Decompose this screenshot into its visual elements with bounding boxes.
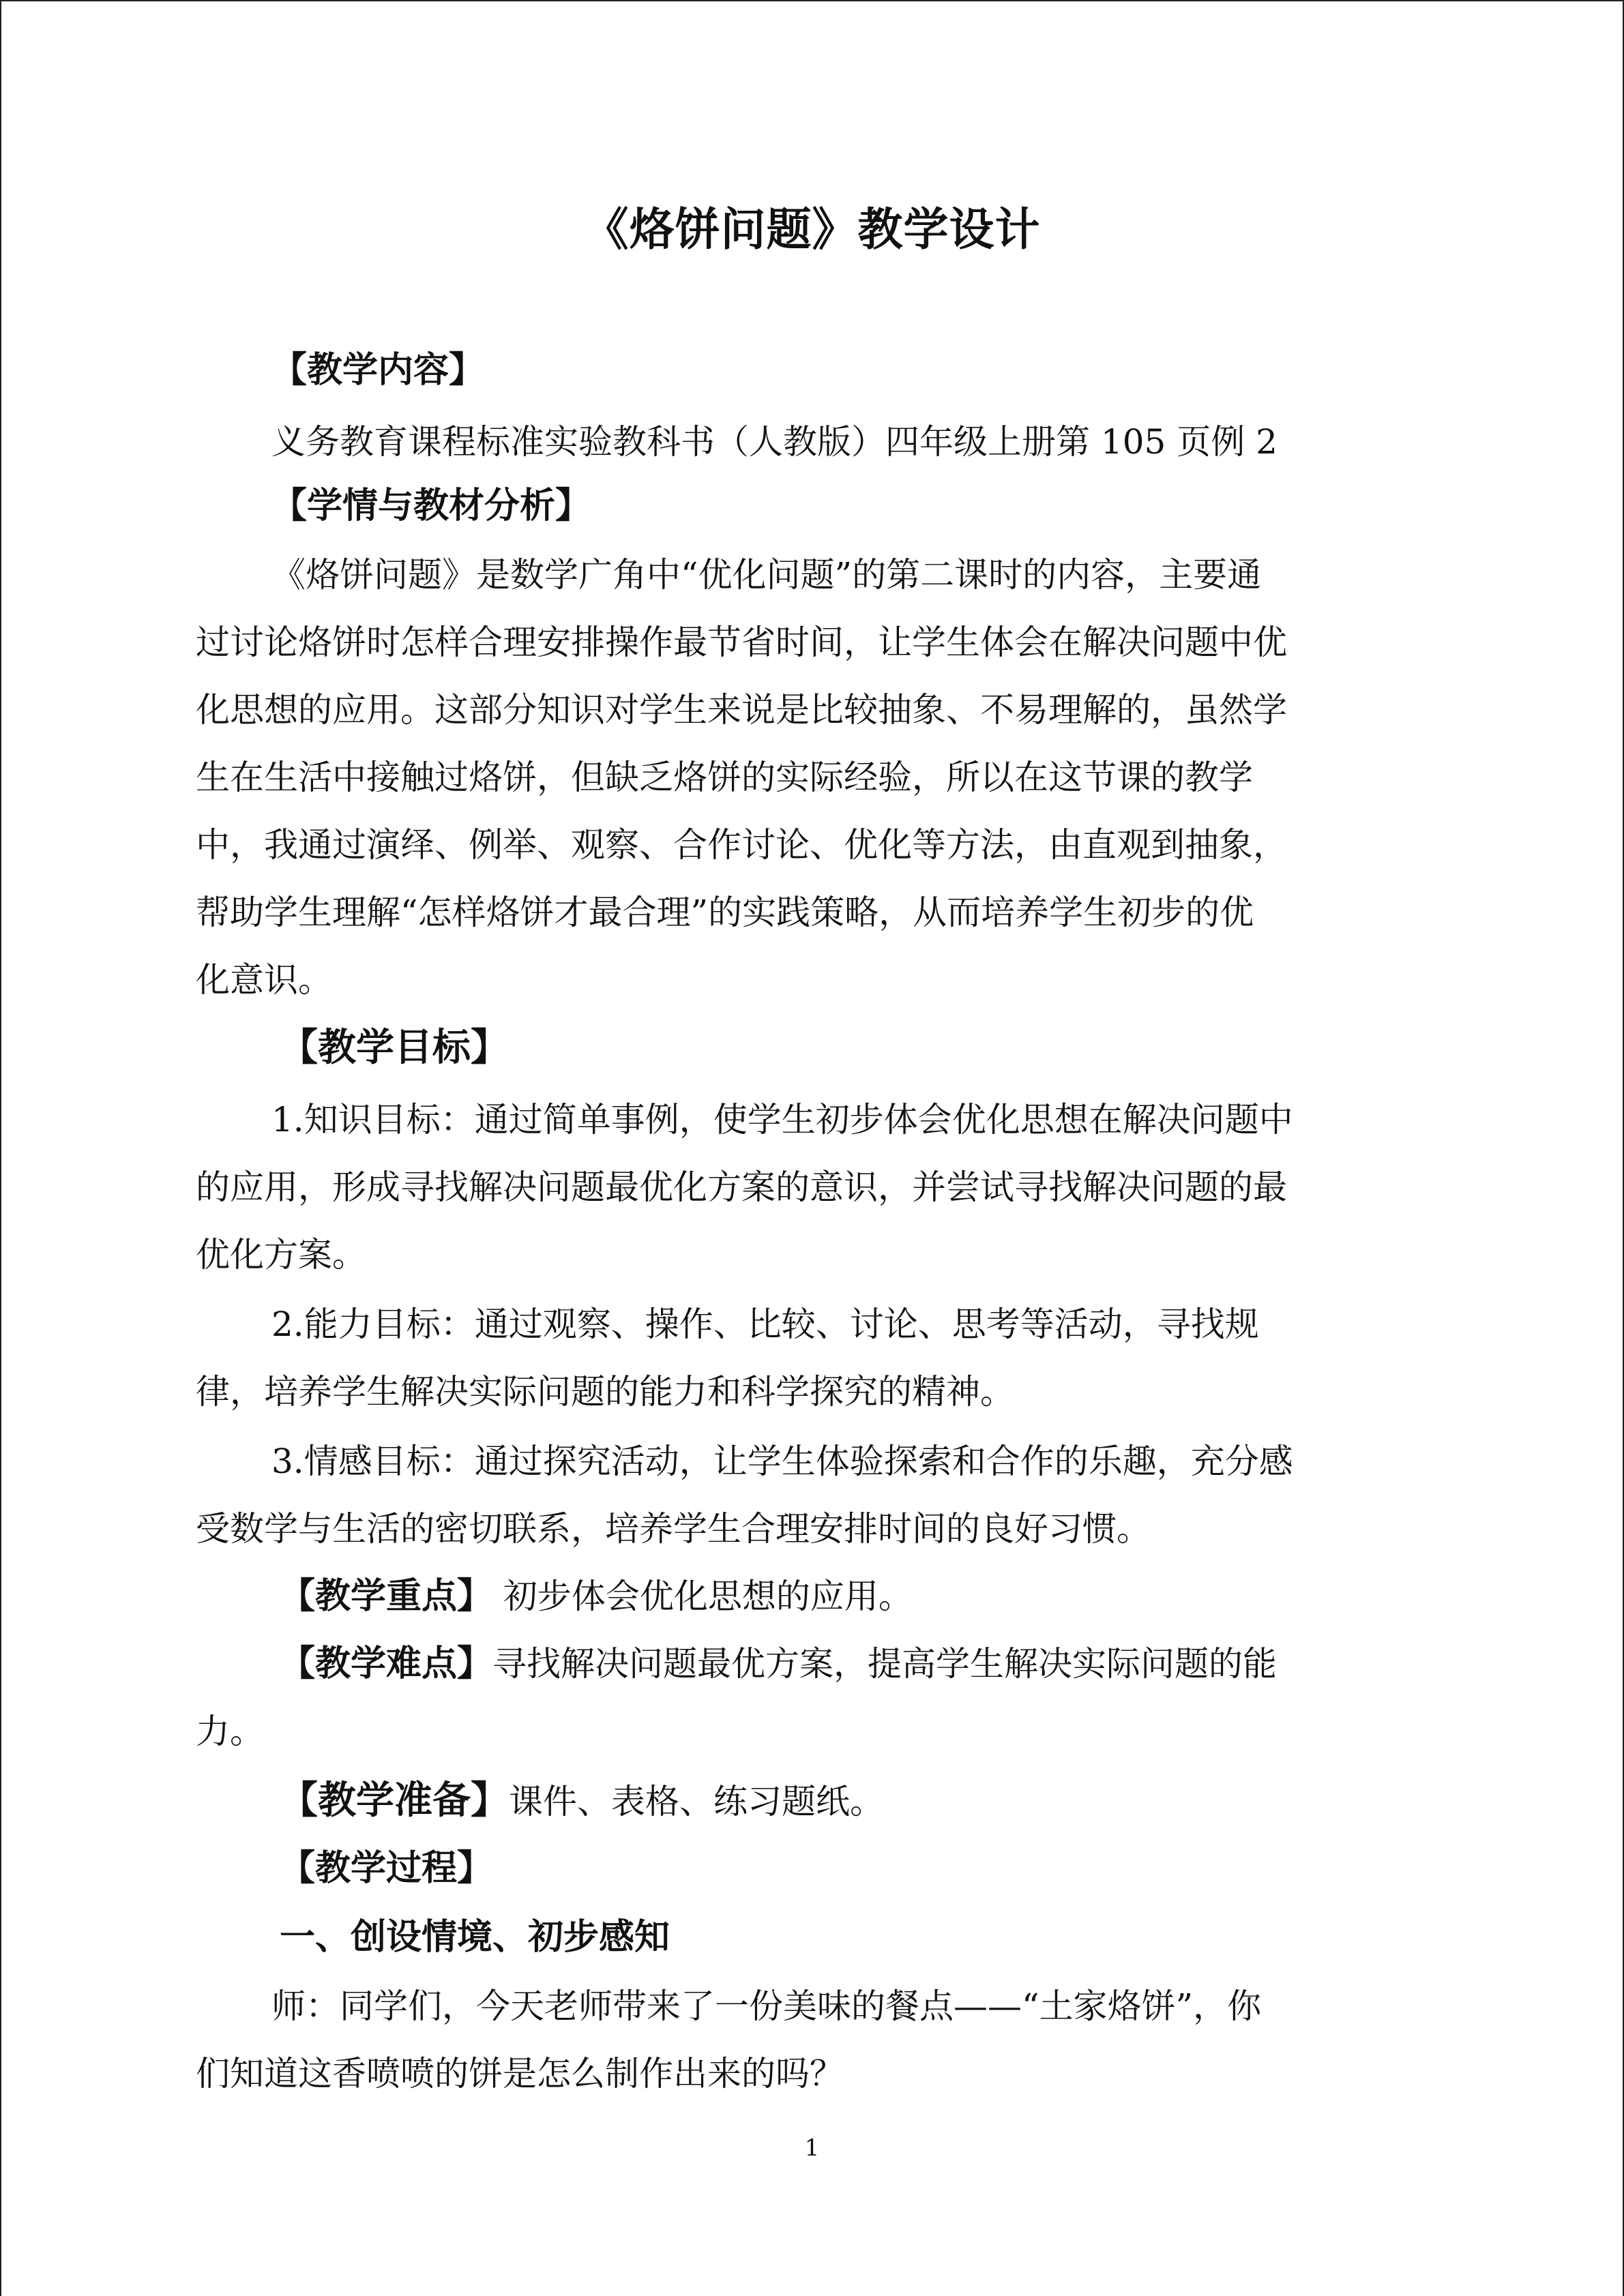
page-number: 1 bbox=[804, 2134, 820, 2162]
heading-goals: 【教学目标】 bbox=[280, 1026, 509, 1070]
difficulty-text: 寻找解决问题最优方案，提高学生解决实际问题的能 bbox=[492, 1644, 1278, 1684]
analysis-line: 《烙饼问题》是数学广角中“优化问题”的第二课时的内容，主要通 bbox=[271, 555, 1262, 595]
analysis-line: 化思想的应用。这部分知识对学生来说是比较抽象、不易理解的，虽然学 bbox=[196, 690, 1287, 730]
heading-analysis: 【学情与教材分析】 bbox=[271, 486, 591, 526]
goal-knowledge-line: 1.知识目标：通过简单事例，使学生初步体会优化思想在解决问题中 bbox=[271, 1100, 1293, 1139]
difficulty-row bbox=[280, 1640, 1507, 1688]
analysis-line: 中，我通过演绎、例举、观察、合作讨论、优化等方法，由直观到抽象， bbox=[196, 825, 1287, 865]
document-title: 《烙饼问题》教学设计 bbox=[583, 203, 1041, 256]
key-point-row bbox=[280, 1572, 1507, 1620]
difficulty-label: 【教学难点】 bbox=[280, 1643, 493, 1684]
difficulty-text-continued: 力。 bbox=[196, 1712, 264, 1751]
analysis-line: 帮助学生理解“怎样烙饼才最合理”的实践策略，从而培养学生初步的优 bbox=[196, 893, 1254, 932]
dialogue-line: 们知道这香喷喷的饼是怎么制作出来的吗？ bbox=[196, 2054, 844, 2093]
heading-process: 【教学过程】 bbox=[280, 1848, 493, 1889]
key-point-text: 初步体会优化思想的应用。 bbox=[492, 1577, 913, 1616]
key-point-label: 【教学重点】 bbox=[280, 1576, 493, 1617]
goal-emotion-line: 3.情感目标：通过探究活动，让学生体验探索和合作的乐趣，充分感 bbox=[271, 1442, 1293, 1481]
prep-text: 课件、表格、练习题纸。 bbox=[509, 1782, 884, 1821]
goal-ability-line: 律，培养学生解决实际问题的能力和科学探究的精神。 bbox=[196, 1372, 1014, 1412]
heading-teaching-content: 【教学内容】 bbox=[271, 350, 485, 391]
teaching-content-text: 义务教育课程标准实验教科书（人教版）四年级上册第 105 页例 2 bbox=[271, 422, 1278, 462]
goal-emotion-line: 受数学与生活的密切联系，培养学生合理安排时间的良好习惯。 bbox=[196, 1509, 1151, 1549]
dialogue-line: 师：同学们，今天老师带来了一份美味的餐点——“土家烙饼”，你 bbox=[271, 1986, 1262, 2026]
goal-ability-line: 2.能力目标：通过观察、操作、比较、讨论、思考等活动，寻找规 bbox=[271, 1304, 1259, 1344]
analysis-line: 过讨论烙饼时怎样合理安排操作最节省时间，让学生体会在解决问题中优 bbox=[196, 623, 1287, 662]
step1-heading: 一、创设情境、初步感知 bbox=[280, 1917, 670, 1958]
analysis-line: 化意识。 bbox=[196, 960, 332, 1000]
prep-row bbox=[280, 1777, 1507, 1825]
goal-knowledge-line: 的应用，形成寻找解决问题最优化方案的意识，并尝试寻找解决问题的最 bbox=[196, 1167, 1287, 1207]
goal-knowledge-line: 优化方案。 bbox=[196, 1235, 366, 1274]
analysis-line: 生在生活中接触过烙饼，但缺乏烙饼的实际经验，所以在这节课的教学 bbox=[196, 758, 1253, 797]
prep-label: 【教学准备】 bbox=[280, 1778, 509, 1823]
